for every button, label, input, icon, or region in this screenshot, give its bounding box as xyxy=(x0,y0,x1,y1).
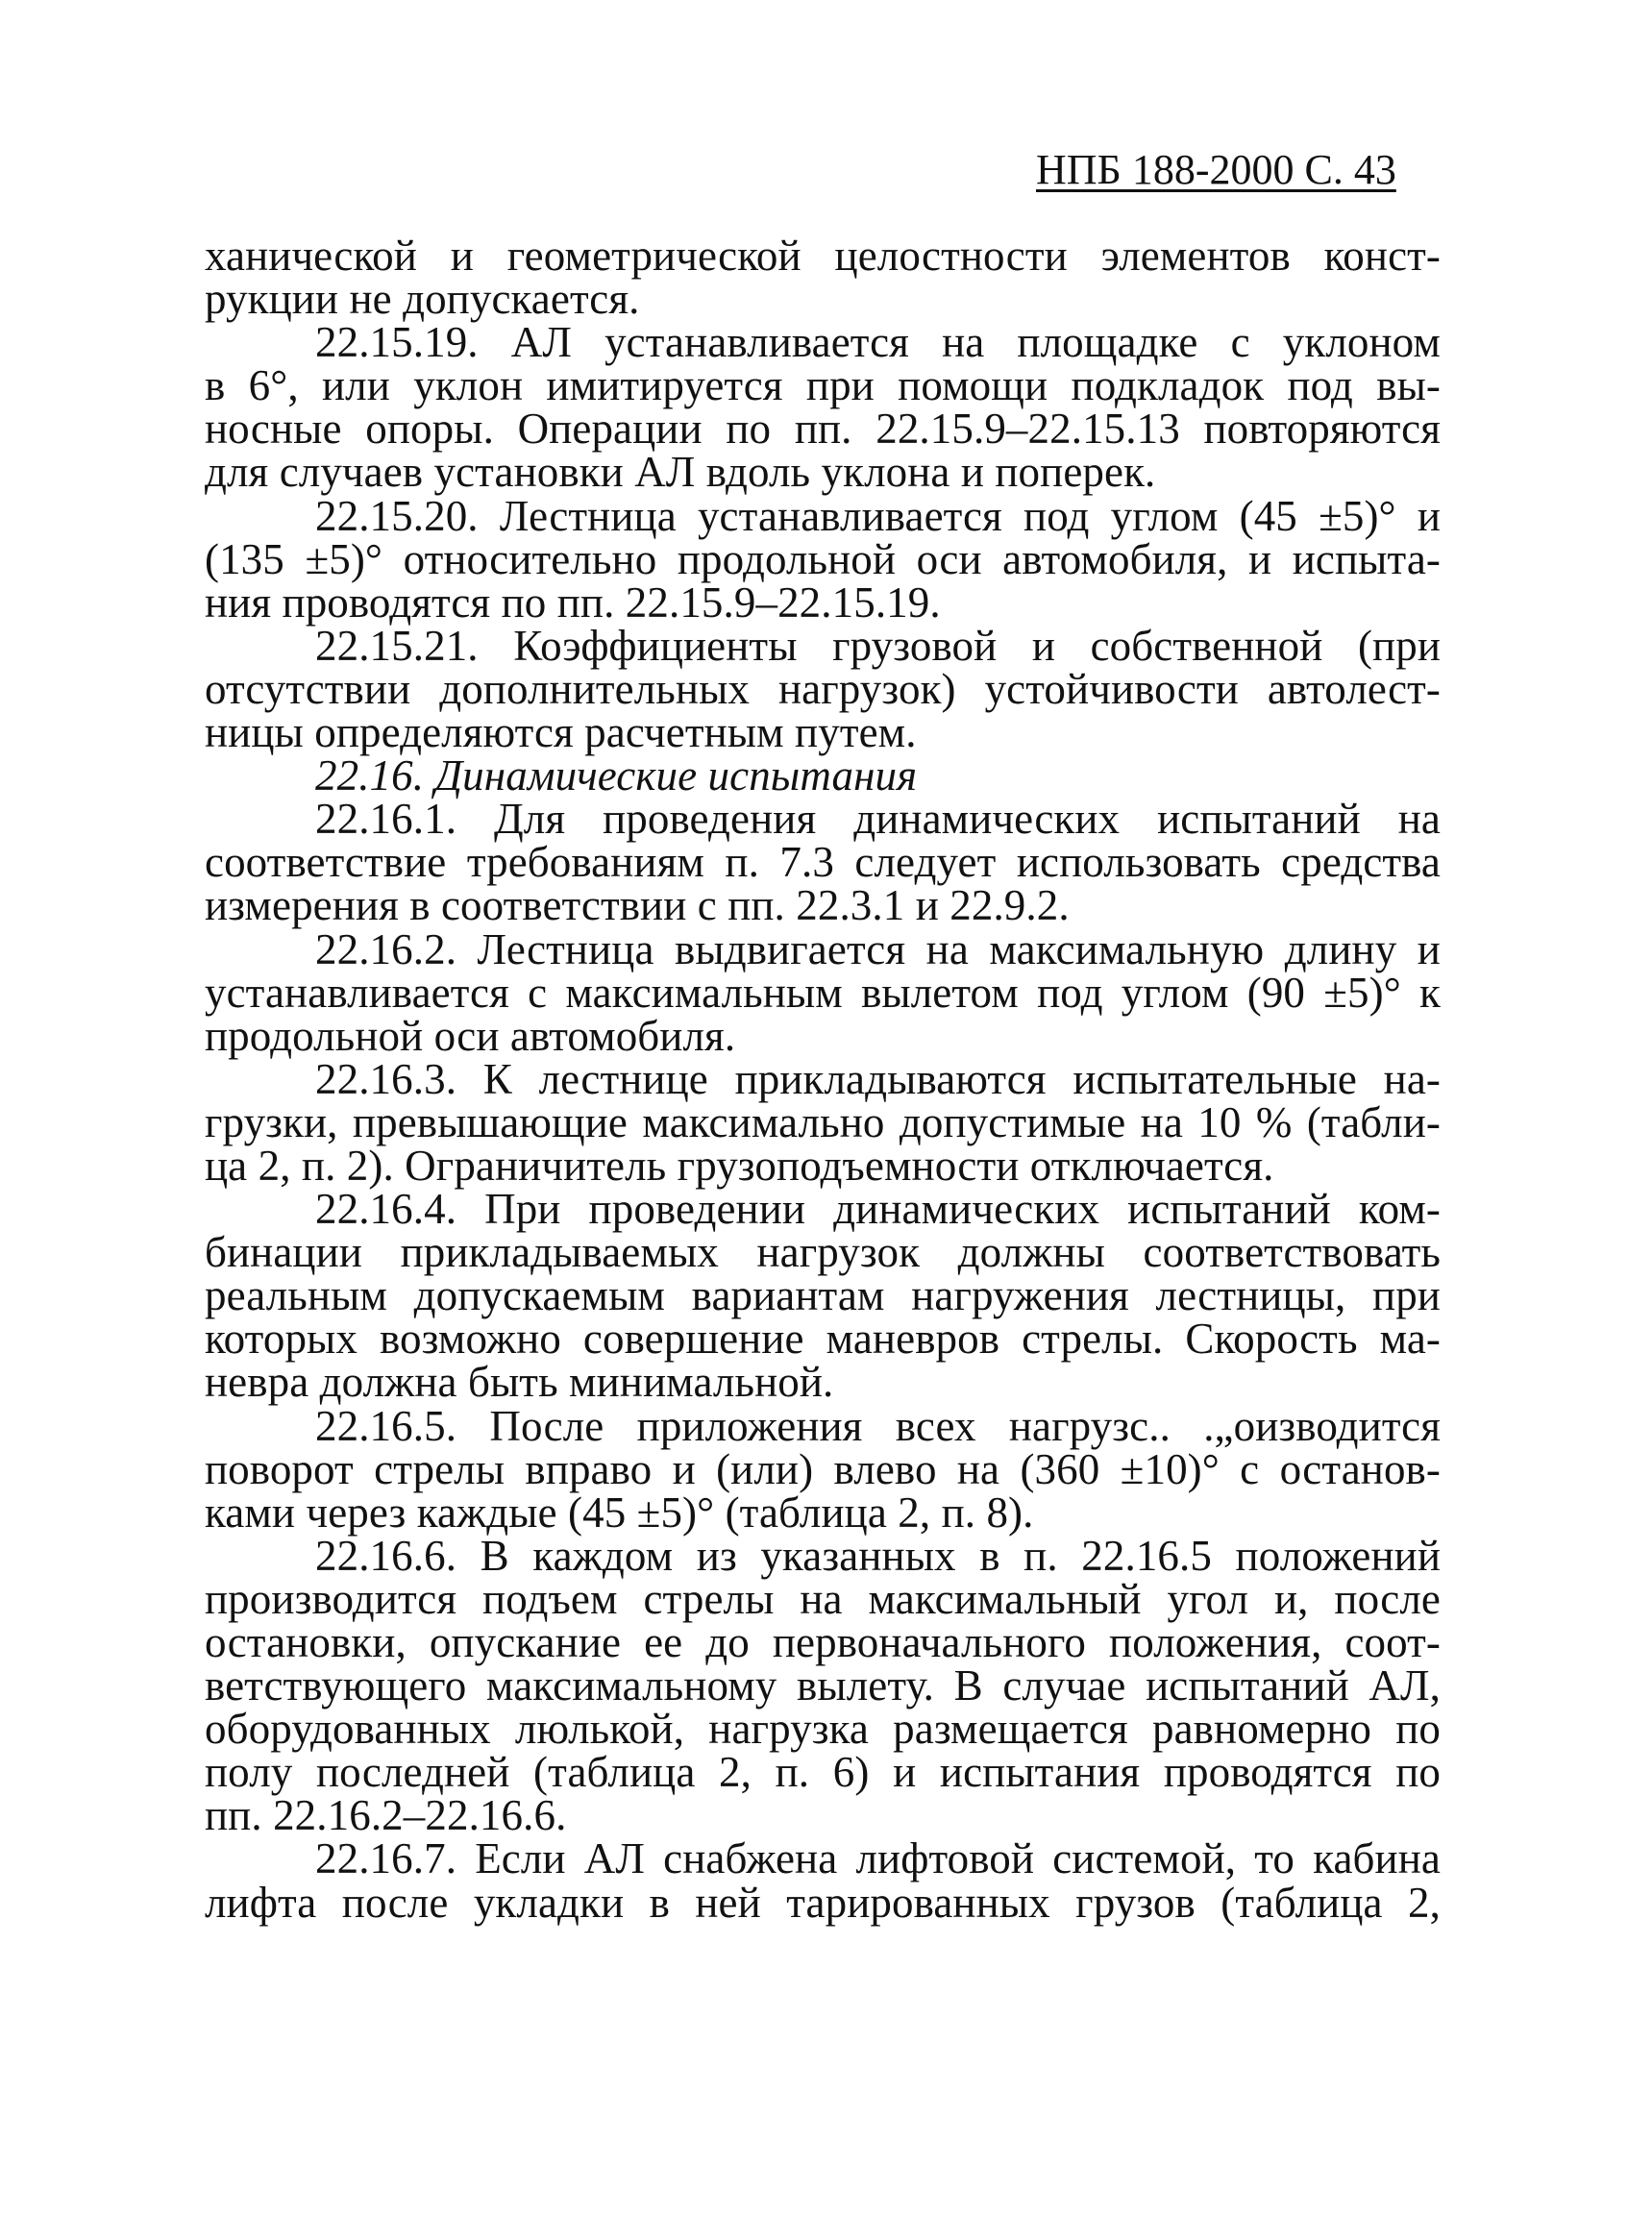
text-line: остановки, опускание ее до первоначального положения, соот- xyxy=(205,1618,1441,1666)
text-line: пп. 22.16.2–22.16.6. xyxy=(205,1791,567,1840)
text-line: 22.16.7. Если АЛ снабжена лифтовой системой, то кабина xyxy=(315,1834,1441,1883)
text-line: 22.16.6. В каждом из указанных в п. 22.16.5 положений xyxy=(315,1531,1441,1580)
text-line: производится подъем стрелы на максимальный угол и, после xyxy=(205,1574,1441,1623)
text-line: рукции не допускается. xyxy=(205,275,640,324)
text-line: устанавливается с максимальным вылетом под углом (90 ±5)° к xyxy=(205,968,1441,1017)
text-line: ния проводятся по пп. 22.15.9–22.15.19. xyxy=(205,578,941,627)
running-head: НПБ 188-2000 С. 43 xyxy=(1036,146,1396,193)
text-line: полу последней (таблица 2, п. 6) и испытания проводятся по xyxy=(205,1748,1441,1797)
text-line: отсутствии дополнительных нагрузок) устойчивости автолест- xyxy=(205,664,1441,713)
text-line: 22.16.3. К лестнице прикладываются испытательные на- xyxy=(315,1054,1441,1103)
text-line: измерения в соответствии с пп. 22.3.1 и 22.9.2. xyxy=(205,881,1070,930)
body-text xyxy=(205,234,1441,1925)
text-line: невра должна быть минимальной. xyxy=(205,1358,834,1407)
text-line: лифта после укладки в ней тарированных грузов (таблица 2, xyxy=(205,1878,1441,1927)
text-line: 22.15.20. Лестница устанавливается под углом (45 ±5)° и xyxy=(315,491,1441,540)
text-line: ками через каждые (45 ±5)° (таблица 2, п. 8). xyxy=(205,1488,1034,1537)
text-line: оборудованных люлькой, нагрузка размещается равномерно по xyxy=(205,1705,1441,1754)
text-line: 22.16.5. После приложения всех нагрузс.. .„оизводится xyxy=(315,1401,1441,1450)
text-line: ницы определяются расчетным путем. xyxy=(205,708,917,757)
text-line: 22.15.21. Коэффициенты грузовой и собственной (при xyxy=(315,621,1441,670)
text-line: продольной оси автомобиля. xyxy=(205,1011,736,1060)
text-line: соответствие требованиям п. 7.3 следует использовать средства xyxy=(205,838,1441,887)
text-line: носные опоры. Операции по пп. 22.15.9–22.15.13 повторяются xyxy=(205,405,1441,454)
text-line: ветствующего максимальному вылету. В случае испытаний АЛ, xyxy=(205,1661,1441,1710)
text-line: грузки, превышающие максимально допустимые на 10 % (табли- xyxy=(205,1097,1441,1146)
text-line: 22.16.2. Лестница выдвигается на максимальную длину и xyxy=(315,924,1441,973)
text-line: в 6°, или уклон имитируется при помощи подкладок под вы- xyxy=(205,361,1441,410)
text-line: для случаев установки АЛ вдоль уклона и поперек. xyxy=(205,448,1156,497)
section-heading: 22.16. Динамические испытания xyxy=(315,751,918,800)
text-line: 22.15.19. АЛ устанавливается на площадке с уклоном xyxy=(315,318,1441,367)
text-line: поворот стрелы вправо и (или) влево на (360 ±10)° с останов- xyxy=(205,1444,1441,1493)
text-line: 22.16.4. При проведении динамических испытаний ком- xyxy=(315,1185,1441,1234)
text-line: (135 ±5)° относительно продольной оси автомобиля, и испыта- xyxy=(205,534,1441,583)
text-line: ца 2, п. 2). Ограничитель грузоподъемности отключается. xyxy=(205,1141,1274,1190)
text-line: которых возможно совершение маневров стрелы. Скорость ма- xyxy=(205,1315,1441,1364)
text-line: ханической и геометрической целостности элементов конст- xyxy=(205,232,1441,280)
text-line: реальным допускаемым вариантам нагружения лестницы, при xyxy=(205,1271,1441,1320)
text-line: бинации прикладываемых нагрузок должны соответствовать xyxy=(205,1228,1441,1277)
text-line: 22.16.1. Для проведения динамических испытаний на xyxy=(315,795,1441,844)
